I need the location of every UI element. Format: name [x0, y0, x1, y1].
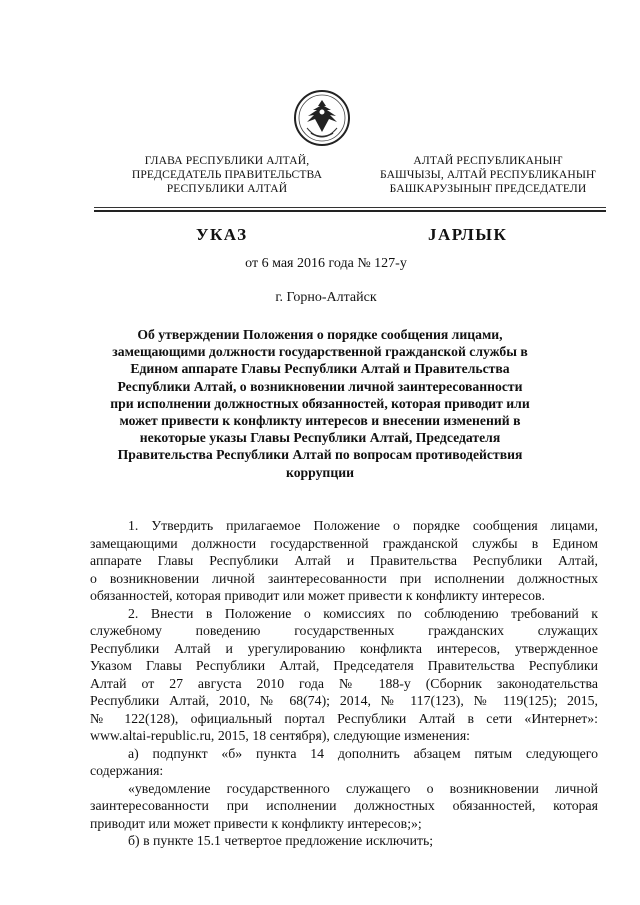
decree-label-ru: УКАЗ: [196, 225, 248, 244]
title-line: коррупции: [286, 464, 354, 480]
title-line: замещающими должности государственной гражданской службы в: [112, 344, 528, 360]
body-line: аппарате Главы Республики Алтай и Правительства Республики Алтай,: [90, 553, 598, 568]
decree-body: [90, 517, 598, 850]
decree-city: г. Горно-Алтайск: [275, 290, 377, 305]
altai-republic-emblem-icon: [293, 88, 351, 150]
title-line: Правительства Республики Алтай по вопросам противодействия: [117, 447, 523, 463]
title-line: некоторые указы Главы Республики Алтай, Председателя: [139, 430, 501, 446]
body-line: Алтай от 27 августа 2010 года № 188-у (Сборник законодательства: [90, 675, 598, 691]
body-line: Республики Алтай, 2010, № 68(74); 2014, № 117(123), № 119(125); 2015,: [90, 693, 598, 708]
body-line: «уведомление государственного служащего о возникновении личной: [128, 780, 598, 796]
body-line: служебному поведению государственных гражданских служащих: [90, 623, 598, 638]
header-right-line: БАШЧЫЗЫ, АЛТАЙ РЕСПУБЛИКАНЫҤ: [379, 168, 596, 181]
body-line: 1. Утвердить прилагаемое Положение о порядке сообщения лицами,: [128, 518, 598, 533]
body-line: Республики Алтай и урегулированию конфликта интересов, утвержденное: [90, 640, 598, 656]
body-line: www.altai-republic.ru, 2015, 18 сентября), следующие изменения:: [90, 728, 471, 743]
header-left-line: ГЛАВА РЕСПУБЛИКИ АЛТАЙ,: [144, 154, 310, 167]
body-line: содержания:: [90, 763, 164, 778]
title-line: Республики Алтай, о возникновении личной заинтересованности: [117, 378, 523, 394]
decree-label-alt: ЈАРЛЫК: [428, 225, 508, 244]
body-line: приводит или может привести к конфликту интересов;»;: [90, 815, 422, 831]
title-line: может привести к конфликту интересов и внесении изменений в: [119, 413, 521, 429]
body-line: Указом Главы Республики Алтай, Председателя Правительства Республики: [90, 658, 598, 673]
title-line: Об утверждении Положения о порядке сообщения лицами,: [137, 327, 503, 342]
header-divider-thin: [94, 207, 606, 208]
body-line: № 122(128), официальный портал Республики Алтай в сети «Интернет»:: [90, 710, 598, 726]
body-line: заинтересованности при исполнении должностных обязанностей, которая: [90, 798, 598, 813]
header-left-line: ПРЕДСЕДАТЕЛЬ ПРАВИТЕЛЬСТВА: [131, 168, 323, 181]
header-right: [368, 154, 608, 196]
body-line: б) в пункте 15.1 четвертое предложение исключить;: [128, 833, 434, 848]
title-line: Едином аппарате Главы Республики Алтай и Правительства: [130, 361, 510, 377]
header-divider-thick: [94, 210, 606, 212]
body-line: 2. Внести в Положение о комиссиях по соблюдению требований к: [128, 605, 598, 621]
decree-title: [110, 326, 530, 481]
body-line: обязанностей, которая приводит или может привести к конфликту интересов.: [90, 588, 545, 603]
header-right-line: БАШКАРУЗЫНЫҤ ПРЕДСЕДАТЕЛИ: [389, 182, 587, 195]
header-left-line: РЕСПУБЛИКИ АЛТАЙ: [166, 182, 288, 195]
body-line: а) подпункт «б» пункта 14 дополнить абзацем пятым следующего: [128, 745, 598, 761]
body-line: замещающими должности государственной гражданской службы в Едином: [90, 535, 598, 551]
header-left: [112, 154, 342, 196]
body-line: о возникновении личной заинтересованности при исполнении должностных: [90, 570, 598, 586]
decree-date: от 6 мая 2016 года № 127-у: [245, 256, 407, 271]
title-line: при исполнении должностных обязанностей, которая приводит или: [110, 395, 530, 411]
header-right-line: АЛТАЙ РЕСПУБЛИКАНЫҤ: [413, 154, 563, 167]
